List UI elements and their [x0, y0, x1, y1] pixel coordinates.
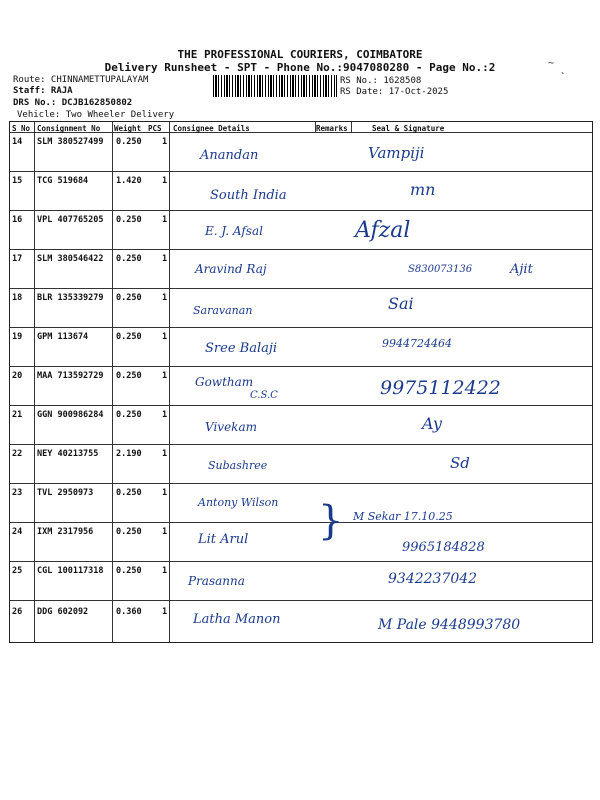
column-divider	[351, 122, 352, 132]
row-weight: 0.360	[116, 607, 142, 617]
consignee-handwriting: Latha Manon	[193, 612, 281, 627]
row-divider	[10, 366, 592, 367]
column-header-sno: S No	[12, 124, 31, 133]
signature-handwriting: 9944724464	[382, 337, 452, 350]
row-pcs: 1	[162, 527, 168, 537]
consignee-extra: C.S.C	[250, 390, 278, 401]
row-weight: 0.250	[116, 566, 142, 576]
row-pcs: 1	[162, 176, 168, 186]
row-divider	[10, 327, 592, 328]
row-pcs: 1	[162, 254, 168, 264]
row-divider	[10, 249, 592, 250]
row-pcs: 1	[162, 332, 168, 342]
row-sno: 23	[12, 488, 23, 498]
row-sno: 26	[12, 607, 23, 617]
staff-label: Staff: RAJA	[13, 86, 73, 96]
row-weight: 0.250	[116, 488, 142, 498]
signature-handwriting: Vampiji	[368, 144, 425, 162]
row-sno: 22	[12, 449, 23, 459]
consignee-handwriting: Vivekam	[205, 420, 257, 434]
corner-mark-icon: ~	[548, 58, 555, 69]
row-consignment: IXM 2317956	[37, 527, 94, 537]
row-sno: 20	[12, 371, 23, 381]
row-pcs: 1	[162, 488, 168, 498]
page-subtitle: Delivery Runsheet - SPT - Phone No.:9047080280 - Page No.:2	[104, 61, 496, 74]
row-divider	[10, 171, 592, 172]
row-divider	[10, 483, 592, 484]
row-consignment: VPL 407765205	[37, 215, 104, 225]
row-pcs: 1	[162, 449, 168, 459]
column-header-consignment: Consignment No	[37, 124, 101, 133]
runsheet-table	[9, 121, 593, 643]
consignee-handwriting: Lit Arul	[198, 532, 249, 547]
row-consignment: GPM 113674	[37, 332, 89, 342]
row-pcs: 1	[162, 566, 168, 576]
signature-handwriting: M Pale 9448993780	[378, 617, 521, 633]
row-consignment: GGN 900986284	[37, 410, 104, 420]
row-consignment: BLR 135339279	[37, 293, 104, 303]
consignee-handwriting: Prasanna	[188, 574, 245, 588]
row-pcs: 1	[162, 371, 168, 381]
consignee-handwriting: Anandan	[200, 148, 259, 163]
row-sno: 18	[12, 293, 23, 303]
row-pcs: 1	[162, 215, 168, 225]
row-divider	[10, 405, 592, 406]
page-title: THE PROFESSIONAL COURIERS, COIMBATORE	[177, 48, 423, 61]
signature-handwriting: 9975112422	[380, 377, 501, 399]
row-weight: 0.250	[116, 371, 142, 381]
column-header-seal: Seal & Signature	[372, 124, 445, 133]
row-consignment: TVL 2950973	[37, 488, 94, 498]
signature-handwriting: 9965184828	[402, 540, 485, 555]
row-sno: 15	[12, 176, 23, 186]
row-divider	[10, 288, 592, 289]
corner-mark-icon: `	[560, 72, 567, 83]
signature-handwriting: 9342237042	[388, 571, 478, 587]
signature-handwriting: Ay	[422, 414, 442, 433]
signature-handwriting: Sd	[450, 454, 470, 472]
row-consignment: NEY 40213755	[37, 449, 99, 459]
row-weight: 0.250	[116, 254, 142, 264]
barcode-image	[213, 75, 337, 97]
row-pcs: 1	[162, 607, 168, 617]
consignee-handwriting: Aravind Raj	[195, 262, 267, 276]
row-consignment: SLM 380546422	[37, 254, 104, 264]
consignee-handwriting: Sree Balaji	[205, 341, 278, 356]
signature-handwriting: M Sekar 17.10.25	[353, 510, 453, 523]
column-divider	[34, 122, 35, 642]
row-consignment: SLM 380527499	[37, 137, 104, 147]
column-header-remarks: Remarks	[316, 124, 348, 133]
signature-handwriting: Sai	[388, 294, 414, 313]
row-sno: 21	[12, 410, 23, 420]
row-divider	[10, 210, 592, 211]
consignee-handwriting: South India	[210, 188, 287, 203]
row-sno: 16	[12, 215, 23, 225]
row-consignment: DDG 602092	[37, 607, 89, 617]
row-weight: 2.190	[116, 449, 142, 459]
consignee-handwriting: Subashree	[208, 459, 268, 472]
column-header-pcs: PCS	[148, 124, 162, 133]
row-sno: 24	[12, 527, 23, 537]
vehicle-label: Vehicle: Two Wheeler Delivery	[17, 110, 175, 120]
drs-number: DRS No.: DCJB162850802	[13, 98, 133, 108]
row-sno: 19	[12, 332, 23, 342]
signature-handwriting: mn	[410, 180, 436, 199]
row-pcs: 1	[162, 410, 168, 420]
column-header-consignee: Consignee Details	[173, 124, 250, 133]
signature-number: S830073136	[408, 264, 473, 275]
signature-handwriting: Ajit	[510, 262, 533, 277]
row-pcs: 1	[162, 137, 168, 147]
row-sno: 25	[12, 566, 23, 576]
row-weight: 0.250	[116, 293, 142, 303]
row-divider	[10, 444, 592, 445]
row-divider	[10, 522, 592, 523]
row-weight: 0.250	[116, 527, 142, 537]
column-header-weight: Weight	[114, 124, 142, 133]
row-pcs: 1	[162, 293, 168, 303]
row-consignment: TCG 519684	[37, 176, 89, 186]
consignee-handwriting: Gowtham	[195, 375, 254, 389]
row-divider	[10, 561, 592, 562]
consignee-handwriting: E. J. Afsal	[205, 224, 263, 238]
row-weight: 0.250	[116, 215, 142, 225]
row-weight: 0.250	[116, 332, 142, 342]
row-weight: 0.250	[116, 410, 142, 420]
signature-handwriting: Afzal	[355, 218, 411, 243]
row-consignment: CGL 100117318	[37, 566, 104, 576]
column-divider	[169, 122, 170, 642]
row-weight: 1.420	[116, 176, 142, 186]
rs-number: RS No.: 1628508	[340, 76, 422, 86]
route-label: Route: CHINNAMETTUPALAYAM	[13, 75, 149, 85]
consignee-handwriting: Antony Wilson	[198, 496, 279, 509]
rs-date: RS Date: 17-Oct-2025	[340, 87, 449, 97]
row-consignment: MAA 713592729	[37, 371, 104, 381]
row-divider	[10, 600, 592, 601]
row-sno: 14	[12, 137, 23, 147]
consignee-handwriting: Saravanan	[193, 304, 253, 317]
brace-mark-icon: }	[318, 498, 344, 544]
column-divider	[112, 122, 113, 642]
row-weight: 0.250	[116, 137, 142, 147]
row-sno: 17	[12, 254, 23, 264]
